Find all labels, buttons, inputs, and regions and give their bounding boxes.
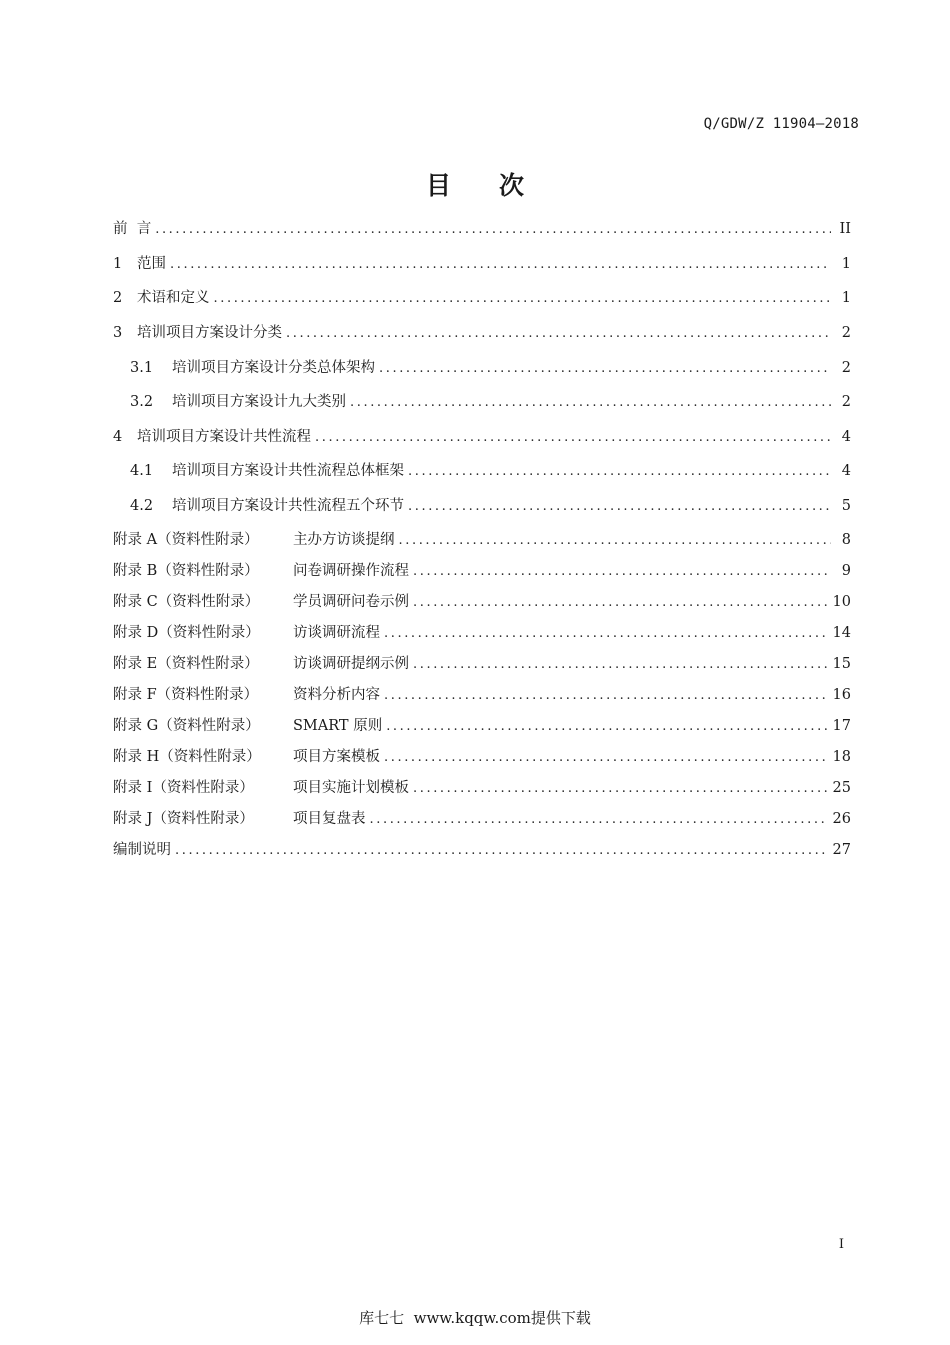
toc-entry-3[interactable] [113,321,851,343]
toc-leader [413,781,827,796]
toc-entry-number: 附录 G（资料性附录） [113,718,260,734]
toc-leader [413,595,827,610]
toc-entry-page: 2 [841,325,851,341]
toc-entry-number: 附录 J（资料性附录） [113,811,254,827]
toc-entry-label: 项目方案模板 [293,749,380,765]
toc-entry-page: 2 [841,360,851,376]
toc-entry-label: 培训项目方案设计九大类别 [172,394,346,410]
toc-leader [350,395,831,410]
document-number: Q/GDW/Z 11904—2018 [703,116,859,132]
toc-entry-page: 10 [832,594,851,610]
toc-entry-number: 3.2 [130,394,154,410]
toc-leader [170,257,831,272]
toc-entry-number: 3 [113,325,123,341]
toc-entry-number: 附录 F（资料性附录） [113,687,259,703]
toc-entry-4-2[interactable] [130,494,851,516]
toc-entry-appendix-b[interactable] [113,559,851,581]
page-title: 目次 [425,171,572,200]
toc-entry-page: 1 [841,290,851,306]
toc-entry-label: 术语和定义 [137,290,210,306]
toc-entry-compilation-notes[interactable] [113,838,851,860]
toc-entry-3-2[interactable] [130,390,851,412]
toc-entry-page: 1 [841,256,851,272]
toc-entry-2[interactable] [113,286,851,308]
toc-entry-appendix-h[interactable] [113,745,851,767]
toc-entry-number: 1 [113,256,123,272]
toc-leader [214,291,832,306]
toc-entry-number: 4 [113,429,123,445]
toc-entry-label: 培训项目方案设计共性流程总体框架 [172,463,404,479]
toc-entry-page: 15 [832,656,851,672]
toc-leader [155,222,831,237]
toc-entry-page: 26 [832,811,851,827]
toc-entry-foreword[interactable] [113,217,851,239]
toc-entry-page: 27 [832,842,851,858]
toc-entry-label: 范围 [137,256,166,272]
toc-entry-label: 访谈调研流程 [293,625,380,641]
toc-entry-page: 4 [841,463,851,479]
toc-entry-4-1[interactable] [130,459,851,481]
toc-entry-page: 2 [841,394,851,410]
toc-entry-label: 学员调研问卷示例 [293,594,409,610]
toc-entry-label: 项目复盘表 [293,811,366,827]
toc-entry-appendix-c[interactable] [113,590,851,612]
toc-entry-number: 附录 D（资料性附录） [113,625,260,641]
toc-leader [413,657,827,672]
toc-entry-number: 附录 A（资料性附录） [113,532,259,548]
toc-entry-label: 主办方访谈提纲 [293,532,395,548]
toc-leader [384,750,827,765]
toc-entry-number: 附录 I（资料性附录） [113,780,254,796]
toc-entry-page: 5 [841,498,851,514]
toc-leader [175,843,827,858]
toc-entry-label: 培训项目方案设计共性流程 [137,429,311,445]
toc-leader [379,361,831,376]
toc-entry-label: 问卷调研操作流程 [293,563,409,579]
toc-leader [315,430,831,445]
toc-entry-appendix-d[interactable] [113,621,851,643]
toc-entry-3-1[interactable] [130,356,851,378]
toc-entry-page: 14 [832,625,851,641]
toc-entry-label: 前 言 [113,221,152,237]
toc-leader [408,464,831,479]
toc-entry-page: 25 [832,780,851,796]
toc-entry-label: 培训项目方案设计共性流程五个环节 [172,498,404,514]
toc-entry-page: 8 [841,532,851,548]
toc-entry-label: 培训项目方案设计分类总体架构 [172,360,375,376]
toc-entry-label: 培训项目方案设计分类 [137,325,282,341]
toc-entry-page: 17 [832,718,851,734]
toc-entry-appendix-e[interactable] [113,652,851,674]
toc-entry-number: 4.2 [130,498,154,514]
toc-leader [408,499,831,514]
toc-entry-page: 18 [832,749,851,765]
toc-entry-number: 4.1 [130,463,154,479]
toc-entry-1[interactable] [113,252,851,274]
toc-entry-number: 2 [113,290,123,306]
toc-leader [384,688,827,703]
toc-entry-appendix-a[interactable] [113,528,851,550]
provider-watermark-text: 库七七 www.kqqw.com提供下载 [359,1309,591,1327]
toc-entry-number: 附录 H（资料性附录） [113,749,261,765]
toc-entry-label: 项目实施计划模板 [293,780,409,796]
toc-entry-number: 附录 E（资料性附录） [113,656,259,672]
toc-leader [386,719,826,734]
toc-entry-label: 访谈调研提纲示例 [293,656,409,672]
toc-leader [384,626,827,641]
toc-entry-appendix-f[interactable] [113,683,851,705]
toc-entry-page: 4 [841,429,851,445]
toc-entry-number: 附录 B（资料性附录） [113,563,259,579]
toc-leader [413,564,831,579]
toc-leader [370,812,827,827]
toc-entry-appendix-g[interactable] [113,714,851,736]
toc-entry-label: SMART 原则 [293,718,383,734]
toc-entry-4[interactable] [113,425,851,447]
toc-leader [399,533,832,548]
toc-entry-number: 3.1 [130,360,154,376]
toc-entry-label: 资料分析内容 [293,687,380,703]
page-number: I [838,1237,844,1252]
toc-entry-page: 16 [832,687,851,703]
toc-entry-appendix-i[interactable] [113,776,851,798]
toc-entry-label: 编制说明 [113,842,171,858]
toc-leader [286,326,831,341]
toc-entry-number: 附录 C（资料性附录） [113,594,260,610]
toc-entry-appendix-j[interactable] [113,807,851,829]
toc-entry-page: 9 [841,563,851,579]
toc-entry-page: II [839,221,851,237]
